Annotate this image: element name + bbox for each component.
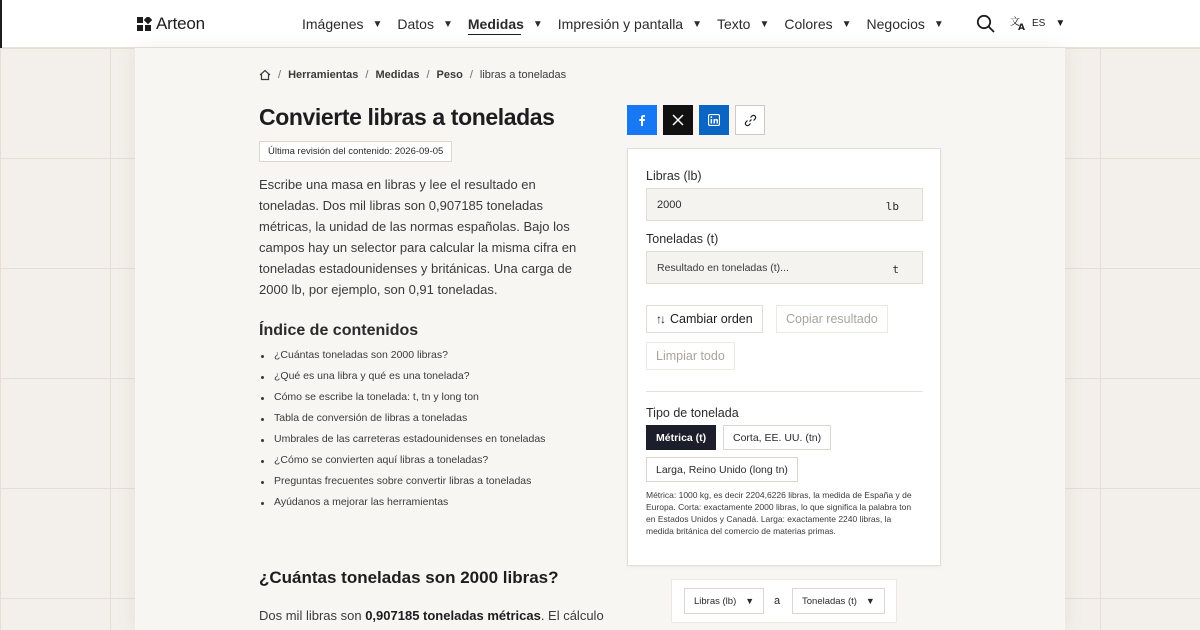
pounds-unit: lb <box>885 200 899 213</box>
nav-item-imagenes[interactable] <box>302 0 382 48</box>
language-code: ES <box>1032 17 1046 29</box>
nav-label: Negocios <box>866 16 925 32</box>
toc-link[interactable]: Cómo se escribe la tonelada: t, tn y long ton <box>259 391 545 412</box>
breadcrumb-separator: / <box>469 69 473 81</box>
page-title: Convierte libras a toneladas <box>259 104 555 130</box>
breadcrumb-herramientas[interactable]: Herramientas <box>288 69 359 81</box>
caret-down-icon: ▼ <box>692 18 702 30</box>
from-unit-value: Libras (lb) <box>694 595 737 607</box>
linkedin-icon <box>708 114 720 126</box>
top-navigation-bar <box>0 0 1200 48</box>
ton-type-note: Métrica: 1000 kg, es decir 2204,6226 libras, la medida de España y de Europa. Corta: exactamente 2000 libras, lo que significa la palabra ton en Estados Unidos y Canadá. Larga: exactamente 2240 libras, la medida británica del comercio de materias primas. <box>646 490 912 536</box>
pounds-input[interactable] <box>647 189 887 220</box>
divider <box>646 391 923 392</box>
swap-order-button[interactable] <box>646 305 763 333</box>
paragraph-text: Dos mil libras son <box>259 608 366 623</box>
caret-down-icon: ▼ <box>759 18 770 30</box>
svg-text:A: A <box>1018 23 1025 31</box>
logo-text: Arteon <box>156 14 205 33</box>
breadcrumb-medidas[interactable]: Medidas <box>375 69 420 81</box>
table-of-contents <box>259 349 545 517</box>
tons-field <box>646 251 923 284</box>
share-linkedin-button[interactable] <box>699 105 729 135</box>
nav-item-texto[interactable] <box>717 0 769 48</box>
toc-link[interactable]: Ayúdanos a mejorar las herramientas <box>259 496 545 517</box>
copy-link-button[interactable] <box>735 105 765 135</box>
caret-down-icon: ▼ <box>865 596 875 606</box>
ton-type-long[interactable]: Larga, Reino Unido (long tn) <box>646 457 798 482</box>
clear-all-button[interactable] <box>646 342 735 370</box>
toc-link[interactable]: ¿Cómo se convierten aquí libras a toneladas? <box>259 454 545 475</box>
nav-item-impresion[interactable] <box>558 0 702 48</box>
language-selector[interactable] <box>1010 15 1065 31</box>
nav-label: Impresión y pantalla <box>557 16 684 32</box>
to-unit-value: Toneladas (t) <box>802 595 857 607</box>
tons-input[interactable] <box>647 252 887 283</box>
intro-paragraph: Escribe una masa en libras y lee el resultado en toneladas. Dos mil libras son 0,907185 toneladas métricas, la unidad de las normas españolas. Bajo los campos hay un selector para calcular la misma cifra en toneladas estadounidenses y británicas. Una carga de 2000 lb, por ejemplo, son 0,91 toneladas. <box>259 177 577 297</box>
home-icon[interactable] <box>259 69 271 81</box>
ton-type-label: Tipo de tonelada <box>646 406 739 420</box>
breadcrumb-separator: / <box>426 69 430 81</box>
breadcrumb-separator: / <box>278 69 282 81</box>
to-unit-select[interactable] <box>792 588 885 614</box>
svg-text:文: 文 <box>1010 17 1020 28</box>
toc-link[interactable]: Umbrales de las carreteras estadounidenses en toneladas <box>259 433 545 454</box>
nav-label: Colores <box>784 16 833 32</box>
x-icon <box>672 114 684 126</box>
toc-link[interactable]: ¿Qué es una libra y qué es una tonelada? <box>259 370 545 391</box>
nav-label: Texto <box>717 16 751 32</box>
from-field-label: Libras (lb) <box>646 169 702 183</box>
paragraph-highlight: 0,907185 toneladas métricas <box>365 608 541 623</box>
ton-type-short[interactable]: Corta, EE. UU. (tn) <box>723 425 831 450</box>
logo-icon <box>137 17 152 32</box>
nav-item-medidas[interactable] <box>468 0 543 48</box>
link-icon <box>744 114 757 127</box>
section-paragraph <box>259 608 604 623</box>
clear-label: Limpiar todo <box>656 349 725 363</box>
breadcrumb <box>259 69 566 81</box>
swap-arrows-icon: ↑↓ <box>656 312 664 326</box>
copy-result-button[interactable] <box>776 305 888 333</box>
revision-date-badge: Última revisión del contenido: 2026-09-05 <box>259 141 452 162</box>
toc-title: Índice de contenidos <box>259 322 419 339</box>
caret-down-icon: ▼ <box>841 18 852 30</box>
caret-down-icon: ▼ <box>1055 17 1066 29</box>
paragraph-text: . El cálculo <box>540 608 604 623</box>
nav-label: Datos <box>397 16 434 32</box>
toc-link[interactable]: ¿Cuántas toneladas son 2000 libras? <box>259 349 545 370</box>
search-icon[interactable] <box>976 14 996 34</box>
unit-connector: a <box>774 595 781 607</box>
from-unit-select[interactable] <box>684 588 764 614</box>
facebook-icon <box>636 114 648 126</box>
unit-selector-bar <box>671 579 897 623</box>
translate-icon <box>1010 15 1026 31</box>
caret-down-icon: ▼ <box>442 18 453 30</box>
share-x-button[interactable] <box>663 105 693 135</box>
caret-down-icon: ▼ <box>745 596 755 606</box>
converter-panel <box>627 148 941 566</box>
copy-label: Copiar resultado <box>786 312 878 326</box>
pounds-field <box>646 188 923 221</box>
swap-label: Cambiar orden <box>670 312 753 326</box>
caret-down-icon: ▼ <box>372 18 383 30</box>
nav-label: Medidas <box>467 16 524 32</box>
share-buttons <box>627 105 765 135</box>
breadcrumb-separator: / <box>365 69 369 81</box>
main-nav <box>302 0 959 48</box>
tons-unit: t <box>892 263 899 276</box>
main-content <box>135 48 1065 630</box>
toc-link[interactable]: Preguntas frecuentes sobre convertir libras a toneladas <box>259 475 545 496</box>
ton-type-metric[interactable]: Métrica (t) <box>646 425 716 450</box>
nav-label: Imágenes <box>302 16 364 32</box>
breadcrumb-current: libras a toneladas <box>479 69 567 81</box>
nav-item-negocios[interactable] <box>867 0 944 48</box>
logo[interactable] <box>137 14 205 34</box>
nav-item-datos[interactable] <box>397 0 452 48</box>
toc-link[interactable]: Tabla de conversión de libras a toneladas <box>259 412 545 433</box>
share-facebook-button[interactable] <box>627 105 657 135</box>
nav-item-colores[interactable] <box>784 0 851 48</box>
window-edge <box>0 0 2 48</box>
caret-down-icon: ▼ <box>933 18 944 30</box>
to-field-label: Toneladas (t) <box>646 232 719 246</box>
breadcrumb-peso[interactable]: Peso <box>436 69 463 81</box>
caret-down-icon: ▼ <box>532 18 543 30</box>
section-heading: ¿Cuántas toneladas son 2000 libras? <box>259 568 559 587</box>
